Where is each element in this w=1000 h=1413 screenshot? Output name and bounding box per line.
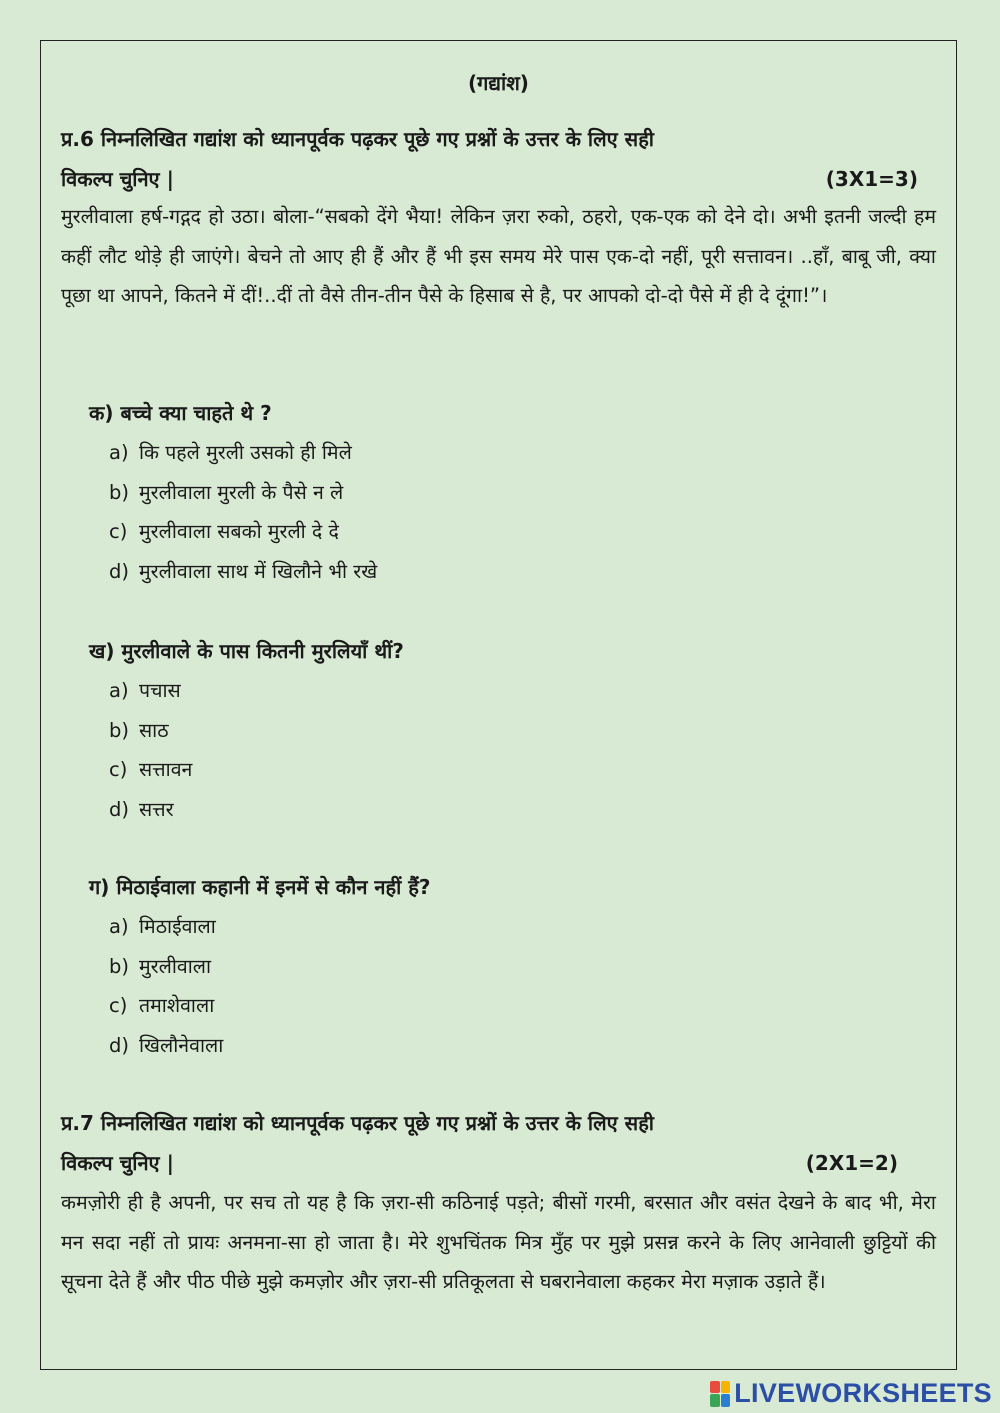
q6-subquestion-kha — [89, 631, 916, 829]
option-label: a) — [109, 679, 129, 702]
option-text: मुरलीवाला — [139, 954, 212, 978]
option-label: c) — [109, 520, 128, 543]
option-d[interactable] — [89, 552, 916, 592]
option-c[interactable] — [89, 512, 916, 552]
q7-marks: (2X1=2) — [805, 1151, 898, 1175]
q6-marks: (3X1=3) — [825, 167, 918, 191]
option-a[interactable] — [89, 433, 916, 473]
option-text: सत्तावन — [139, 758, 193, 781]
q6-passage: मुरलीवाला हर्ष-गद्गद हो उठा। बोला-“सबको देंगे भैया! लेकिन ज़रा रुको, ठहरो, एक-एक को देने दो। अभी इतनी जल्दी हम कहीं लौट थोड़े ही जाएंगे। बेचने तो आए ही हैं और हैं भी इस समय मेरे पास एक-दो नहीं, पूरी सत्तावन। ..हाँ, बाबू जी, क्या पूछा था आपने, कितने में दीं!..दीं तो वैसे तीन-तीन पैसे के हिसाब से है, पर आपको दो-दो पैसे में ही दे दूंगा!”। — [61, 205, 936, 307]
option-label: c) — [109, 994, 128, 1017]
option-text: मुरलीवाला साथ में खिलौने भी रखे — [139, 559, 378, 583]
q6-title — [61, 119, 918, 199]
option-a[interactable] — [89, 671, 916, 711]
worksheet-frame — [40, 40, 957, 1370]
option-label: c) — [109, 758, 128, 781]
option-b[interactable] — [89, 947, 916, 987]
option-label: b) — [109, 718, 129, 742]
option-label: b) — [109, 480, 129, 504]
option-c[interactable] — [89, 986, 916, 1026]
option-text: साठ — [139, 718, 169, 742]
liveworksheets-icon — [710, 1381, 730, 1407]
watermark-text: LIVEWORKSHEETS — [734, 1378, 992, 1408]
option-text: खिलौनेवाला — [139, 1033, 224, 1057]
subquestion-text: क) बच्चे क्या चाहते थे ? — [89, 401, 272, 425]
subquestion-text: ख) मुरलीवाले के पास कितनी मुरलियाँ थीं? — [89, 639, 404, 663]
option-c[interactable] — [89, 750, 916, 790]
option-text: सत्तर — [139, 797, 174, 821]
option-a[interactable] — [89, 907, 916, 947]
option-text: पचास — [139, 679, 181, 702]
q7-title — [61, 1103, 898, 1183]
q7-title-line2: विकल्प चुनिए | — [61, 1151, 174, 1175]
option-label: d) — [109, 797, 129, 821]
option-d[interactable] — [89, 790, 916, 830]
q6-subquestion-ka — [89, 393, 916, 591]
option-text: मुरलीवाला मुरली के पैसे न ले — [139, 480, 344, 504]
q6-title-line1: प्र.6 निम्नलिखित गद्यांश को ध्यानपूर्वक पढ़कर पूछे गए प्रश्नों के उत्तर के लिए सही — [61, 127, 654, 151]
option-label: b) — [109, 954, 129, 978]
option-text: तमाशेवाला — [139, 994, 215, 1017]
q7-passage: कमज़ोरी ही है अपनी, पर सच तो यह है कि ज़रा-सी कठिनाई पड़ते; बीसों गरमी, बरसात और वसंत देखने के बाद भी, मेरा मन सदा नहीं तो प्रायः अनमना-सा हो जाता है। मेरे शुभचिंतक मित्र मुँह पर मुझे प्रसन्न करने के लिए आनेवाली छुट्टियों की सूचना देते हैं और पीठ पीछे मुझे कमज़ोर और ज़रा-सी प्रतिकूलता से घबरानेवाला कहकर मेरा मज़ाक उड़ाते हैं। — [61, 1191, 936, 1293]
option-label: a) — [109, 441, 129, 464]
q7-title-line1: प्र.7 निम्नलिखित गद्यांश को ध्यानपूर्वक पढ़कर पूछे गए प्रश्नों के उत्तर के लिए सही — [61, 1111, 654, 1135]
section-heading: (गद्यांश) — [468, 71, 529, 95]
option-text: मुरलीवाला सबको मुरली दे दे — [139, 520, 339, 543]
option-label: d) — [109, 559, 129, 583]
liveworksheets-logo — [710, 1378, 992, 1409]
q6-subquestion-ga — [89, 867, 916, 1065]
option-text: कि पहले मुरली उसको ही मिले — [139, 441, 352, 464]
option-text: मिठाईवाला — [139, 915, 216, 938]
option-d[interactable] — [89, 1026, 916, 1066]
option-label: d) — [109, 1033, 129, 1057]
option-b[interactable] — [89, 473, 916, 513]
option-label: a) — [109, 915, 129, 938]
option-b[interactable] — [89, 711, 916, 751]
subquestion-text: ग) मिठाईवाला कहानी में इनमें से कौन नहीं हैं? — [89, 875, 431, 899]
q6-title-line2: विकल्प चुनिए | — [61, 167, 174, 191]
